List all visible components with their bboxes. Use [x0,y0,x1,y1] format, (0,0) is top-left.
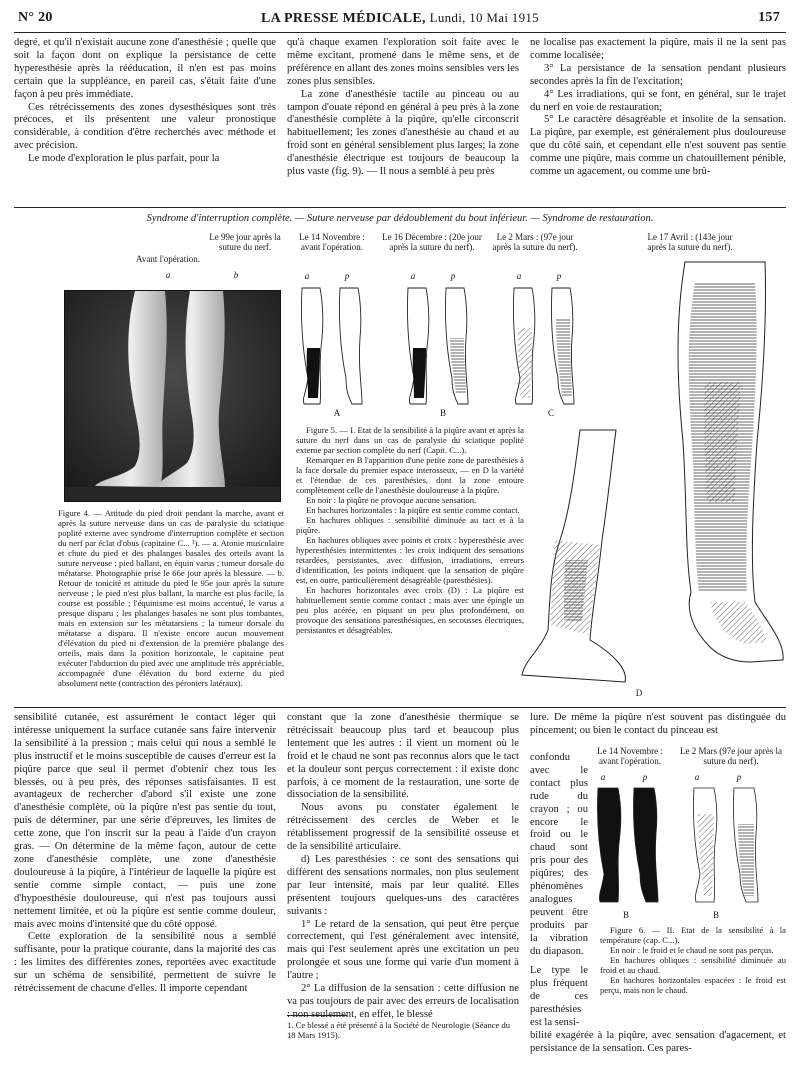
fig6-caption [600,925,786,995]
fig5-leg-side [520,430,640,690]
fig6-letter-a: a [694,772,700,782]
caption-line: En hachures obliques : sensibilité diminuée au froid et au chaud. [600,955,786,975]
fig5-label-B: Le 16 Décembre : (20e jour après la suture du nerf). [382,232,482,252]
fig5-label-D: Le 17 Avril : (143e jour après la suture du nerf). [647,232,733,252]
journal-title [14,10,786,27]
caption-line: En hachures horizontales : la piqûre est sentie comme contact. [306,505,520,515]
paragraph: constant que la zone d'anesthésie thermique se rétrécissait beaucoup plus tard et beaucoup plus lentement que les autres : il vient un moment où le froid et le chaud ne sont pas reconnus alors que le tact et la douleur sont perçus correctement : il existe donc parfois, à ce moment de la restauration, une sorte de dissociation de la sensibilité. [287,712,519,801]
fig4-letter-b: b [233,270,239,280]
bottom-column-3-narrow: confondu avec le contact plus rude du crayon ; ou encore le froid ou le chaud sont pris pour des piqûres; des phénomènes analogues peuvent être produits par la vibration du diapason. [530,752,588,957]
bottom-column-1 [14,712,276,996]
paragraph: degré, et qu'il n'existait aucune zone d'anesthésie ; quelle que soit la façon dont on explique la persistance de cette hyperesthésie après la rééducation, il n'en est pas moins certain que la suppléance, en pareil cas, s'était faite d'une façon à peu près immédiate. [14,37,276,100]
paragraph: 5° Le caractère désagréable et insolite de la sensation. La piqûre, par exemple, est généralement plus douloureuse que du côté sain, et cependant elle n'est souvent pas sentie comme une piqûre, mais comme un chatouillement pénible, comme un agacement, ou comme une brû- [530,114,786,178]
fig4-photograph [64,290,281,502]
footnote: 1. Ce blessé a été présenté à la Société de Neurologie (Séance du 18 Mars 1915). [287,1020,511,1040]
fig5-leg-diagrams [290,268,580,418]
paragraph: La zone d'anesthésie tactile au pinceau ou au tampon d'ouate répond en général à peu près à la zone d'anesthésie complète à la piqûre, qu'elle circonscrit habituellement; les zones d'anesthésie au chaud et au froid sont en général sensiblement plus larges; la zone d'anesthésie électrique est toujours de beaucoup la plus vaste (fig. 9). — Il nous a semblé à peu près [287,88,519,178]
fig5-caption [296,425,524,635]
caption-line: En hachures horizontales espacées : le froid est perçu, mais non le chaud. [600,975,786,995]
fig6-letter-p: p [642,772,648,782]
paragraph: 1° Le retard de la sensation, qui peut être perçue correctement, qui l'est généralement avec intensité, mais qui l'est seulement après une excitation un peu prolongée et sous une forme qui varie d'un moment à l'autre ; [287,918,519,982]
paragraph: Ces rétrécissements des zones dysesthésiques sont très précoces, et ils présentent une valeur pronostique considérable, à condition d'être recherchés avec méthode et avec précision. [14,101,276,152]
caption-line: En noir : le froid et le chaud ne sont pas perçus. [610,945,774,955]
paragraph: Le mode d'exploration le plus parfait, pour la [28,153,220,165]
caption-line: En hachures obliques : sensibilité diminuée au tact et à la piqûre. [296,515,524,535]
issue-date: Lundi, 10 Mai 1915 [429,10,539,25]
fig6-letter-B: B [622,910,629,920]
paragraph: 3° La persistance de la sensation pendant plusieurs secondes après la fin de l'excitation; [530,62,786,87]
section-rule [14,207,786,208]
fig5-letter-a: a [516,271,522,281]
paragraph: 2° La diffusion de la sensation : cette diffusion ne va pas toujours de pair avec des erreurs de localisation : non seulement, en effet, le blessé [287,983,519,1020]
fig5-letter-D: D [635,688,643,698]
fig5-leg-D [655,262,790,682]
fig5-letter-p: p [344,271,350,281]
fig6-label-before: Le 14 Novembre : avant l'opération. [597,746,663,766]
footnote-rule [287,1015,347,1016]
fig5-letter-a: a [304,271,310,281]
legs-photo-image [65,291,280,501]
fig5-letter-a: a [410,271,416,281]
caption-line: Figure 5. — I. Etat de la sensibilité à la piqûre avant et après la suture du nerf dans un cas de paralysie du sciatique poplité externe par section complète du nerf (Capit. C...). [296,425,524,455]
fig6-letter-B: B [712,910,719,920]
bottom-column-2 [287,712,519,1022]
fig6-leg-diagrams [594,784,784,910]
fig4-label-after: Le 99e jour après la suture du nerf. [209,232,281,252]
fig4-label-before: Avant l'opération. [136,254,200,264]
header-rule [14,32,786,33]
caption-line: En hachures obliques avec points et croix : hyperesthésie avec hyperesthésies intermittentes : les croix indiquent des sensations retardées, persistantes, avec diffusion, irradiations, erreurs d'identification, les points indiquent que la sensation de piqûre est, en outre, particulièrement désagréable (paresthésies). [296,535,524,585]
fig4-caption: Figure 4. — Attitude du pied droit pendant la marche, avant et après la suture nerveuse dans un cas de paralysie du sciatique poplité externe avec syndrome d'interruption complète et section du nerf par éclat d'obus (capitaine C... ¹). — a. Atonie musculaire et chute du pied et des phalanges basales des orteils avant la suture nerveuse ; pied ballant, en équin varus ; tumeur dorsale du métatarse. Photographie prise le 66e jour après la blessure. — b. Retour de tonicité et attitude du pied le 95e jour après la suture nerveuse ; le pied n'est plus ballant, la marche est plus facile, la course est possible ; l'équinisme est moins accentué, le varus a presque disparu ; les phalanges basales ne sont plus tombantes, mais en extension sur les métatarsiens ; la tumeur dorsale du métatarse a disparu. Il n'existe encore aucun mouvement d'élévation du pied ni d'extension de la première phalange des orteils, mais dans la position horizontale, le capitaine peut exécuter l'abduction du pied avec une amplitude très appréciable, accompagnée d'une élévation du bord externe du pied absolument nette (contraction des péroniers latéraux). [58,508,284,688]
bottom-column-3-narrow2: Le type le plus fréquent de ces paresthésies est la sensi- [530,965,588,1028]
fig5-letter-p: p [450,271,456,281]
paragraph: 4° Les irradiations, qui se font, en général, sur le trajet du nerf en voie de restauration; [530,88,786,113]
fig5-label-A: Le 14 Novembre : avant l'opération. [299,232,365,252]
caption-line: Figure 6. — II. Etat de la sensibilité à la température (cap. C...). [600,925,786,945]
paragraph: Nous avons pu constater également le rétrécissement des cercles de Weber et le rétablissement progressif de la sensibilité osseuse et de la sensibilité articulaire. [287,802,519,853]
figure-banner: Syndrome d'interruption complète. — Suture nerveuse par dédoublement du bout inférieur. — Syndrome de restauration. [146,213,654,224]
leg-A-front [301,288,322,404]
paragraph: d) Les paresthésies : ce sont des sensations qui diffèrent des sensations normales, non plus seulement par leur intensité, mais par leur qualité. Elles présentent toujours quelques-uns des caractères suivants : [287,853,519,917]
figure-bottom-rule [14,707,786,708]
fig5-letter-A: A [333,408,341,418]
top-column-2 [287,37,519,179]
caption-line: En noir : la piqûre ne provoque aucune sensation. [306,495,477,505]
paragraph: sensibilité cutanée, est assurément le contact léger qui intéresse uniquement la surface cutanée sans faire intervenir la sensibilité à la pression ; mais celui qui nous a semblé le plus instructif et le moins susceptible de causes d'erreur est la piqûre parce que seul il permet d'obtenir chez tous les blessés, ou à peu près, des réponses satisfaisantes. Il est avantageux de rechercher d'abord s'il existe une zone d'anesthésie complète, où la piqûre n'est pas sentie du tout, puis de déterminer, par une série d'épreuves, les limites de cette zone, que l'on inscrit sur la peau à l'aide d'un crayon gras. — On détermine de la même façon, autour de cette zone d'anesthésie complète, une zone d'anesthésie douloureuse à la piqûre, à l'intérieur de laquelle la piqûre est sentie comme simple contact, — puis une zone d'hypoesthésie douloureuse, qui n'est pas toujours aussi nettement limitée, et où la piqûre est sentie comme douleur, mais avec moins d'intensité que du côté opposé. [14,712,276,930]
page-header [14,8,786,30]
journal-name: LA PRESSE MÉDICALE, [260,11,426,26]
fig6-letter-a: a [600,772,606,782]
fig5-letter-B: B [439,408,446,418]
paragraph: ne localise pas exactement la piqûre, mais il ne la sent pas comme localisée; [530,37,786,61]
caption-line: En hachures horizontales avec croix (D) : La piqûre est habituellement sentie comme contact ; mais avec une épingle un peu plus acérée, en piquant un peu plus profondément, on provoque des sensations paresthésiques, en secousses électriques, persistantes et désagréables. [296,585,524,635]
fig4-letter-a: a [165,270,171,280]
paragraph: qu'à chaque examen l'exploration soit faite avec le même excitant, promené dans le même sens, et de préférence en allant des zones moins sensibles vers les zones plus sensibles. [287,37,519,87]
bottom-column-3-bottom: bilité exagérée à la piqûre, avec sensation d'agacement, et persistance de la sensation. Ces pares- [530,1030,786,1054]
fig6-label-after: Le 2 Mars (97e jour après la suture du nerf). [680,746,782,766]
top-column-1 [14,37,276,166]
paragraph: Cette exploration de la sensibilité nous a semblé suffisante, pour la pratique courante, dans la majorité des cas : les limites des différentes zones, reportées avec exactitude sur un schéma de sensibilité, permettent de suivre le rétrécissement de chacune d'elles. Il importe cependant [14,931,276,995]
fig5-letter-p: p [556,271,562,281]
fig6-letter-p: p [736,772,742,782]
issue-number: N° 20 [18,10,53,25]
top-column-3 [530,37,786,179]
fig5-letter-C: C [547,408,554,418]
caption-line: Remarquer en B l'apparition d'une petite zone de paresthésies à la face dorsale du premier espace interosseux, — en D la variété et l'étendue de ces paresthésies, dont la zone entoure complètement celle de l'anesthésie douloureuse à la piqûre. [296,455,524,495]
fig5-label-C: Le 2 Mars : (97e jour après la suture du nerf). [492,232,578,252]
bottom-column-3-top: lure. De même la piqûre n'est souvent pas distinguée du pincement; ou bien le contact du pinceau est [530,712,786,736]
page-number: 157 [758,10,780,25]
